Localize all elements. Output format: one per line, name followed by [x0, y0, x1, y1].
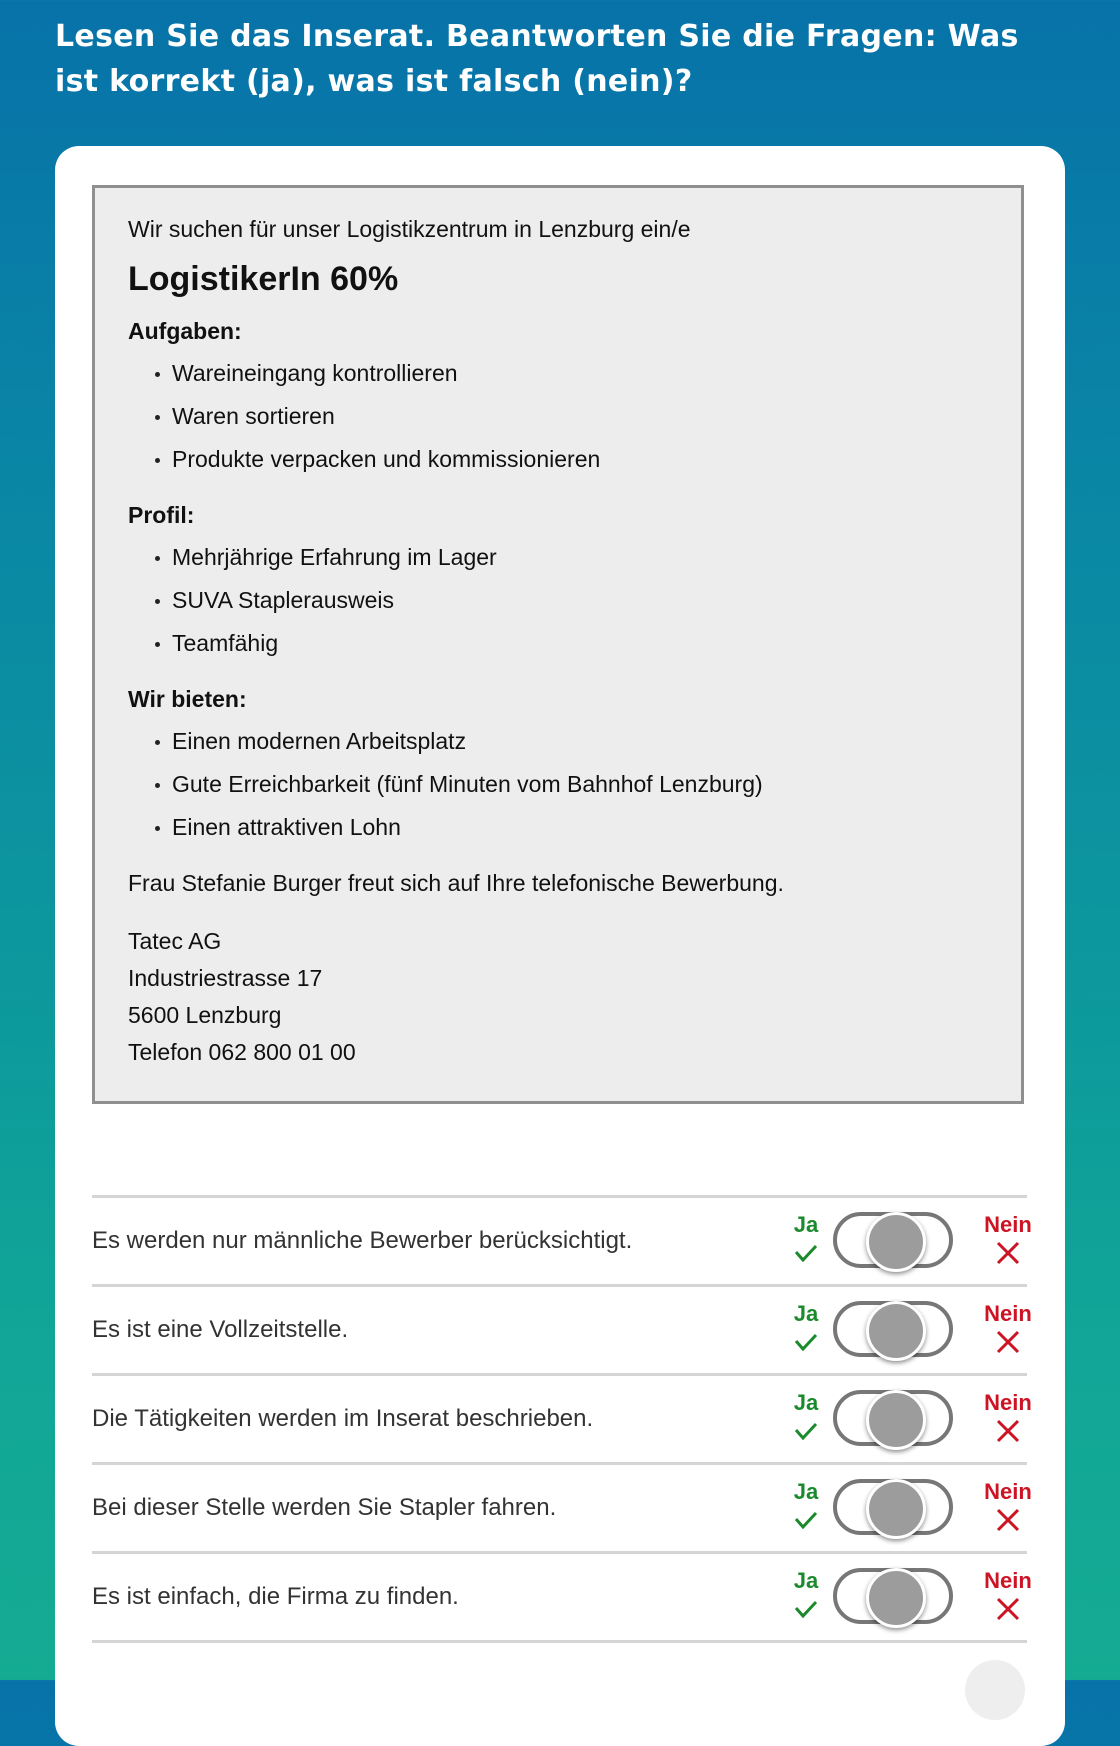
- instruction-heading: Lesen Sie das Inserat. Beantworten Sie die Fragen: Was ist korrekt (ja), was ist falsch (nein)?: [55, 19, 1019, 99]
- question-row: [92, 1551, 1032, 1643]
- no-label: Nein: [984, 1212, 1032, 1237]
- question-text: Es werden nur männliche Bewerber berücksichtigt.: [92, 1227, 633, 1254]
- ad-job-title: LogistikerIn 60%: [128, 260, 399, 298]
- yes-no-toggle[interactable]: [833, 1301, 953, 1357]
- address-line: 5600 Lenzburg: [128, 1002, 282, 1028]
- cross-icon: [980, 1594, 1036, 1622]
- question-row: [92, 1195, 1032, 1284]
- toggle-knob[interactable]: [866, 1301, 926, 1361]
- yes-label: Ja: [793, 1212, 819, 1237]
- yes-no-toggle[interactable]: [833, 1390, 953, 1446]
- question-text: Es ist eine Vollzeitstelle.: [92, 1316, 349, 1343]
- yes-label: Ja: [793, 1301, 819, 1326]
- check-icon: [786, 1416, 826, 1444]
- list-item: Wareineingang kontrollieren: [154, 352, 989, 395]
- yes-label: Ja: [793, 1390, 819, 1415]
- address-line: Industriestrasse 17: [128, 965, 323, 991]
- list-item: Produkte verpacken und kommissionieren: [154, 438, 989, 481]
- list-item: Gute Erreichbarkeit (fünf Minuten vom Bahnhof Lenzburg): [154, 763, 989, 806]
- ad-offer-list: [128, 720, 989, 849]
- question-list: [92, 1195, 1032, 1643]
- yes-no-toggle[interactable]: [833, 1212, 953, 1268]
- check-icon: [786, 1327, 826, 1355]
- ad-section-heading-tasks: Aufgaben:: [128, 318, 242, 344]
- yes-no-toggle[interactable]: [833, 1479, 953, 1535]
- no-option[interactable]: [980, 1568, 1036, 1622]
- list-item: Einen modernen Arbeitsplatz: [154, 720, 989, 763]
- question-text: Bei dieser Stelle werden Sie Stapler fahren.: [92, 1494, 557, 1521]
- no-option[interactable]: [980, 1301, 1036, 1355]
- toggle-knob[interactable]: [866, 1568, 926, 1628]
- question-row: [92, 1284, 1032, 1373]
- question-text: Die Tätigkeiten werden im Inserat beschrieben.: [92, 1405, 594, 1432]
- address-line: Telefon 062 800 01 00: [128, 1039, 356, 1065]
- no-option[interactable]: [980, 1390, 1036, 1444]
- yes-label: Ja: [793, 1479, 819, 1504]
- question-row: [92, 1462, 1032, 1551]
- yes-label: Ja: [793, 1568, 819, 1593]
- no-option[interactable]: [980, 1479, 1036, 1533]
- list-item: SUVA Staplerausweis: [154, 579, 989, 622]
- yes-option[interactable]: [786, 1390, 826, 1444]
- no-label: Nein: [984, 1568, 1032, 1593]
- cross-icon: [980, 1505, 1036, 1533]
- ad-intro: Wir suchen für unser Logistikzentrum in Lenzburg ein/e: [128, 216, 691, 242]
- check-icon: [786, 1594, 826, 1622]
- ad-company-address: [128, 923, 989, 1071]
- question-row: [92, 1373, 1032, 1462]
- yes-option[interactable]: [786, 1301, 826, 1355]
- no-label: Nein: [984, 1390, 1032, 1415]
- toggle-knob[interactable]: [866, 1212, 926, 1272]
- yes-option[interactable]: [786, 1212, 826, 1266]
- cross-icon: [980, 1327, 1036, 1355]
- ad-closing-text: Frau Stefanie Burger freut sich auf Ihre telefonische Bewerbung.: [128, 870, 784, 896]
- ad-tasks-list: [128, 352, 989, 481]
- no-label: Nein: [984, 1479, 1032, 1504]
- list-item: Waren sortieren: [154, 395, 989, 438]
- list-item: Einen attraktiven Lohn: [154, 806, 989, 849]
- no-option[interactable]: [980, 1212, 1036, 1266]
- cross-icon: [980, 1416, 1036, 1444]
- job-advertisement: [92, 185, 1024, 1104]
- check-icon: [786, 1505, 826, 1533]
- list-item: Teamfähig: [154, 622, 989, 665]
- no-label: Nein: [984, 1301, 1032, 1326]
- ad-section-heading-offer: Wir bieten:: [128, 686, 247, 712]
- list-item: Mehrjährige Erfahrung im Lager: [154, 536, 989, 579]
- toggle-knob[interactable]: [866, 1390, 926, 1450]
- ad-profile-list: [128, 536, 989, 665]
- yes-option[interactable]: [786, 1568, 826, 1622]
- yes-option[interactable]: [786, 1479, 826, 1533]
- cross-icon: [980, 1238, 1036, 1266]
- check-icon: [786, 1238, 826, 1266]
- question-text: Es ist einfach, die Firma zu finden.: [92, 1583, 459, 1610]
- round-action-button[interactable]: [965, 1660, 1025, 1720]
- exercise-card: [55, 146, 1065, 1746]
- ad-section-heading-profile: Profil:: [128, 502, 195, 528]
- toggle-knob[interactable]: [866, 1479, 926, 1539]
- yes-no-toggle[interactable]: [833, 1568, 953, 1624]
- address-line: Tatec AG: [128, 928, 222, 954]
